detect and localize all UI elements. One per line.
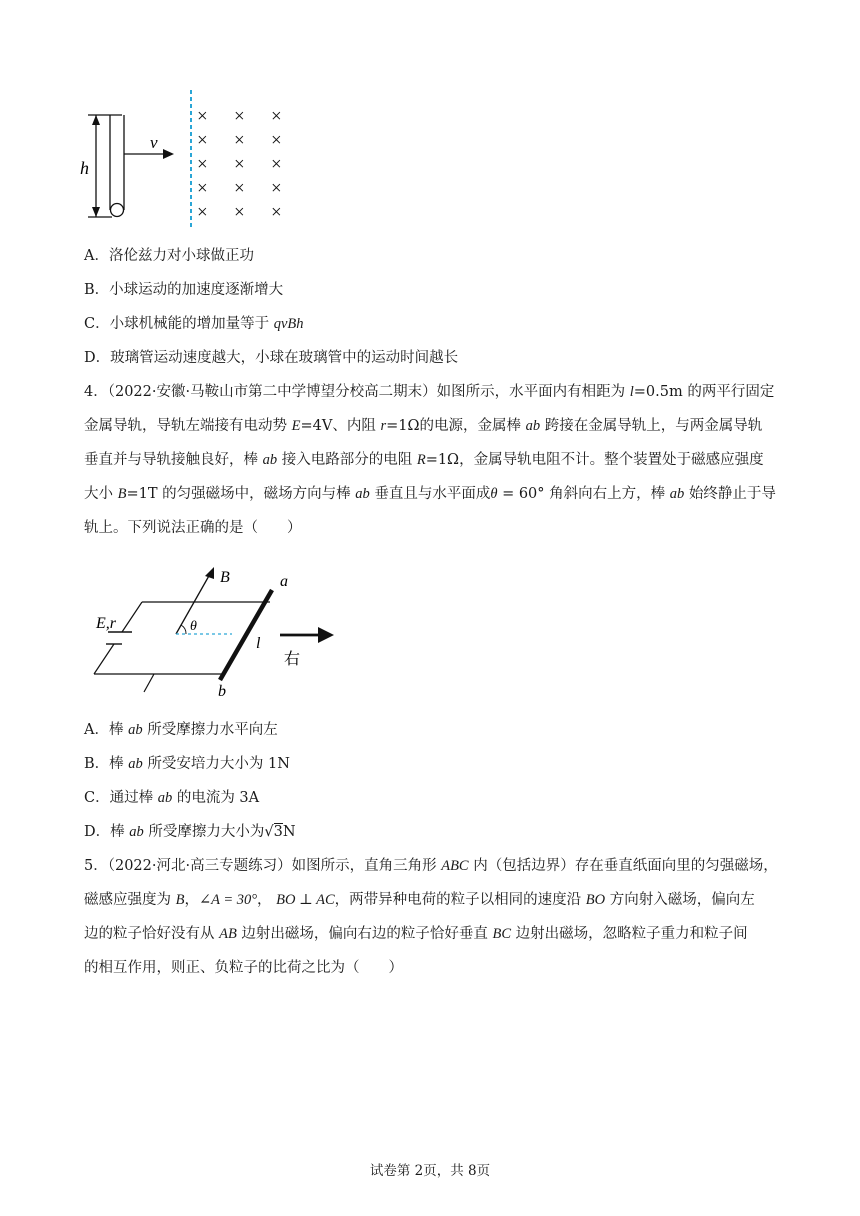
label-h: h	[80, 158, 89, 178]
label-a: a	[280, 573, 288, 590]
sqrt-radicand: 3	[273, 824, 283, 840]
question-number: 4．	[84, 384, 108, 400]
sqrt-symbol: √	[264, 824, 274, 840]
figure-tube-magnetic-field	[78, 88, 298, 238]
field-cross: ×	[197, 130, 208, 151]
q3-option-d[interactable]	[84, 348, 458, 368]
q4-option-d[interactable]: D．棒 ab 所受摩擦力大小为√3N	[84, 824, 296, 840]
question-source: （2022·安徽·马鞍山市第二中学博望分校高二期末）	[107, 384, 437, 400]
q3-option-b[interactable]	[84, 280, 283, 300]
q5-stem-line-2: 磁感应强度为 B，∠A = 30°， BO ⊥ AC，两带异种电荷的粒子以相同的速度沿 BO 方向射入磁场，偏向左	[84, 892, 755, 908]
label-theta: θ	[190, 619, 197, 634]
ball	[111, 204, 124, 217]
field-cross: ×	[234, 202, 245, 223]
question-source: （2022·河北·高三专题练习）	[107, 858, 292, 874]
question-number: 5．	[84, 858, 108, 874]
q5-stem-line-3: 边的粒子恰好没有从 AB 边射出磁场，偏向右边的粒子恰好垂直 BC 边射出磁场，忽略粒子重力和粒子间	[84, 926, 748, 942]
rod-ab	[220, 590, 272, 680]
field-cross: ×	[234, 178, 245, 199]
q3-option-a[interactable]	[84, 246, 254, 266]
field-cross: ×	[271, 130, 282, 151]
option-formula: qvBh	[273, 316, 304, 332]
option-text: 小球运动的加速度逐渐增大	[109, 282, 284, 298]
field-cross: ×	[234, 154, 245, 175]
q4-stem-line-3: 垂直并与导轨接触良好，棒 ab 接入电路部分的电阻 R=1Ω，金属导轨电阻不计。整个装置处于磁感应强度	[84, 452, 764, 468]
q4-stem-line-1: 4．（2022·安徽·马鞍山市第二中学博望分校高二期末）如图所示，水平面内有相距为 l=0.5m 的两平行固定	[84, 384, 775, 400]
q4-option-b[interactable]: B．棒 ab 所受安培力大小为 1N	[84, 756, 290, 772]
label-right: 右	[284, 651, 301, 668]
q4-stem-line-2: 金属导轨，导轨左端接有电动势 E=4V、内阻 r=1Ω的电源，金属棒 ab 跨接在金属导轨上，与两金属导轨	[84, 418, 763, 434]
q5-stem-line-4: 的相互作用，则正、负粒子的比荷之比为（ ）	[84, 960, 403, 976]
q4-option-c[interactable]: C．通过棒 ab 的电流为 3A	[84, 790, 260, 806]
option-text: 洛伦兹力对小球做正功	[108, 248, 254, 264]
option-text: 玻璃管运动速度越大，小球在玻璃管中的运动时间越长	[110, 350, 459, 366]
label-v: v	[150, 133, 158, 152]
field-cross: ×	[234, 106, 245, 127]
magnetic-field-crosses	[197, 106, 282, 223]
field-cross: ×	[197, 202, 208, 223]
q3-option-c[interactable]	[84, 314, 304, 334]
figure-rails-rod	[84, 562, 344, 702]
field-cross: ×	[234, 130, 245, 151]
q4-stem-line-5: 轨上。下列说法正确的是（ ）	[84, 520, 302, 536]
field-cross: ×	[197, 178, 208, 199]
q4-option-a[interactable]: A．棒 ab 所受摩擦力水平向左	[84, 722, 278, 738]
label-b-field: B	[220, 569, 230, 586]
field-cross: ×	[197, 154, 208, 175]
field-cross: ×	[271, 202, 282, 223]
q5-stem-line-1: 5．（2022·河北·高三专题练习）如图所示，直角三角形 ABC 内（包括边界）存在垂直纸面向里的匀强磁场，	[84, 858, 778, 874]
field-cross: ×	[271, 178, 282, 199]
option-letter: A．	[84, 248, 109, 264]
field-cross: ×	[197, 106, 208, 127]
label-l: l	[256, 635, 261, 652]
option-letter: B．	[84, 282, 110, 298]
field-cross: ×	[271, 154, 282, 175]
label-er: E,r	[96, 615, 116, 632]
page-footer: 试卷第 2页，共 8页	[369, 1163, 491, 1179]
field-cross: ×	[271, 106, 282, 127]
option-letter: C．	[84, 316, 110, 332]
q4-stem-line-4: 大小 B=1T 的匀强磁场中，磁场方向与棒 ab 垂直且与水平面成θ = 60° 角斜向右上方，棒 ab 始终静止于导	[84, 486, 776, 502]
label-b: b	[218, 683, 226, 700]
option-text: 小球机械能的增加量等于	[109, 316, 274, 332]
option-letter: D．	[84, 350, 111, 366]
